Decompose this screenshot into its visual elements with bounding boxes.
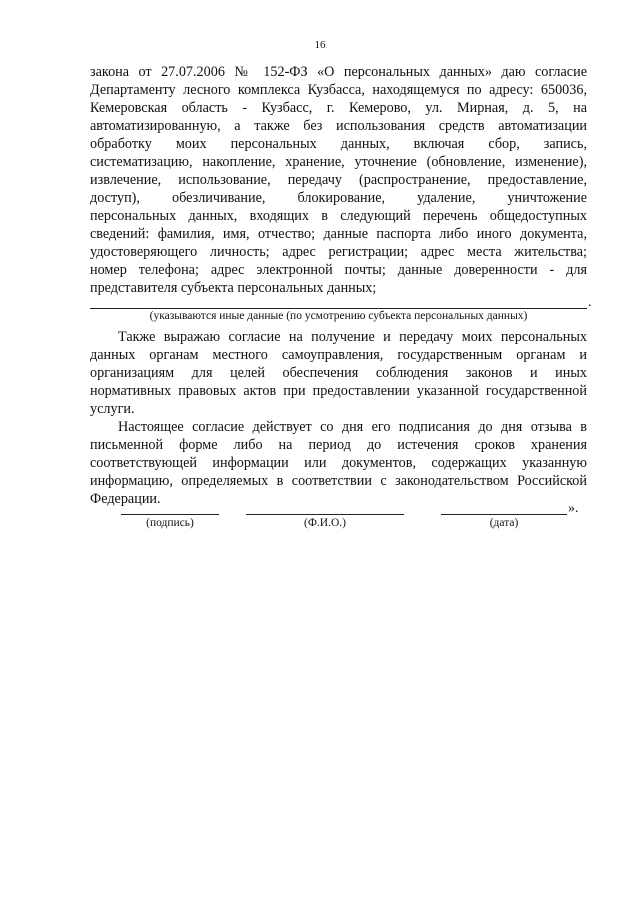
text-line: номер телефона; адрес электронной почты; данные доверенности - для	[90, 262, 587, 278]
signature-caption: (подпись)	[146, 517, 194, 529]
name-caption: (Ф.И.О.)	[304, 517, 346, 529]
text-line: информацию, определяемых в соответствии с законодательством Российской	[90, 473, 587, 489]
text-line: доступ), обезличивание, блокирование, удаление, уничтожение	[90, 190, 587, 206]
text-line: услуги.	[90, 401, 135, 417]
name-field[interactable]	[246, 514, 404, 515]
date-caption: (дата)	[489, 517, 519, 529]
text-line: данных органам местного самоуправления, государственным органам и	[90, 347, 587, 363]
text-line: Также выражаю согласие на получение и передачу моих персональных	[118, 329, 587, 345]
other-data-caption: (указываются иные данные (по усмотрению субъекта персональных данных)	[149, 310, 528, 322]
text-line: Кемеровская область - Кузбасс, г. Кемерово, ул. Мирная, д. 5, на	[90, 100, 587, 116]
signature-field[interactable]	[121, 514, 219, 515]
text-line: систематизацию, накопление, хранение, уточнение (обновление, изменение),	[90, 154, 587, 170]
text-line: Федерации.	[90, 491, 161, 507]
date-field[interactable]	[441, 514, 567, 515]
text-line: представителя субъекта персональных данных;	[90, 280, 377, 296]
text-line: нормативных правовых актов при предоставлении указанной государственной	[90, 383, 587, 399]
page-number: 16	[314, 39, 326, 51]
text-line: извлечение, использование, передачу (распространение, предоставление,	[90, 172, 587, 188]
text-line: письменной форме либо на период до истечения сроков хранения	[90, 437, 587, 453]
date-closing-quote: ».	[568, 501, 579, 516]
text-line: Департаменту лесного комплекса Кузбасса, находящемуся по адресу: 650036,	[90, 82, 587, 98]
text-line: соответствующей информации или документов, содержащих указанную	[90, 455, 587, 471]
other-data-terminator: .	[588, 295, 592, 310]
text-line: обработку моих персональных данных, включая сбор, запись,	[90, 136, 587, 152]
text-line: автоматизированную, а также без использования средств автоматизации	[90, 118, 587, 134]
text-line: удостоверяющего личность; адрес регистрации; адрес места жительства;	[90, 244, 587, 260]
text-line: персональных данных, входящих в следующий перечень общедоступных	[90, 208, 587, 224]
other-data-fill-line	[90, 308, 587, 309]
text-line: Настоящее согласие действует со дня его подписания до дня отзыва в	[118, 419, 587, 435]
text-line: организациям для целей обеспечения соблюдения законов и иных	[90, 365, 587, 381]
text-line: закона от 27.07.2006 № 152-ФЗ «О персональных данных» даю согласие	[90, 64, 587, 80]
text-line: сведений: фамилия, имя, отчество; данные паспорта либо иного документа,	[90, 226, 587, 242]
